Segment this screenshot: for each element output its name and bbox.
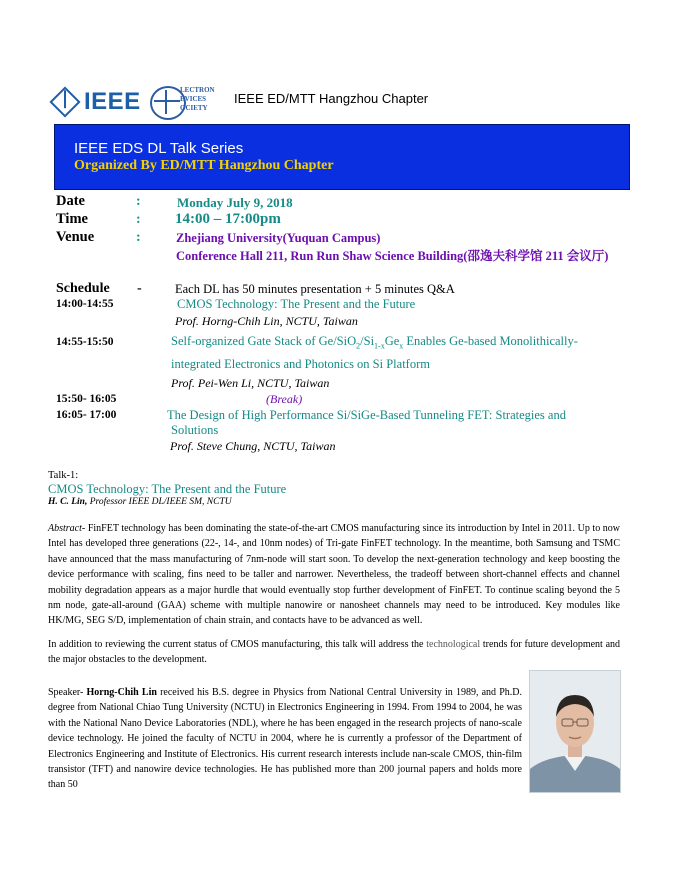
talk-speaker: Prof. Steve Chung, NCTU, Taiwan <box>170 439 336 453</box>
venue-line1: Zhejiang University(Yuquan Campus) <box>176 231 381 245</box>
talk-title: The Design of High Performance Si/SiGe-Based Tunneling FET: Strategies and <box>167 408 566 422</box>
ieee-logo-text: IEEE <box>84 88 141 115</box>
venue-line2: Conference Hall 211, Run Run Shaw Science Building(邵逸夫科学馆 211 会议厅) <box>176 249 609 263</box>
schedule-dash: - <box>137 281 142 296</box>
speaker-name: Horng-Chih Lin <box>86 687 157 698</box>
ieee-diamond-icon <box>49 86 80 117</box>
talk-speaker: Prof. Pei-Wen Li, NCTU, Taiwan <box>171 376 330 390</box>
slot-time: 14:00-14:55 <box>56 298 114 310</box>
event-time: 14:00 – 17:00pm <box>175 211 281 227</box>
schedule-heading: Schedule <box>56 281 110 296</box>
eds-logo-line: OCIETY <box>180 104 208 112</box>
date-label: Date <box>56 193 85 209</box>
abstract-label: Abstract- <box>48 523 86 534</box>
eds-logo-line: LECTRON <box>180 86 215 94</box>
banner-subtitle: Organized By ED/MTT Hangzhou Chapter <box>74 158 334 173</box>
slot-time: 14:55-15:50 <box>56 336 114 348</box>
colon: : <box>136 212 141 227</box>
slot-time: 16:05- 17:00 <box>56 409 117 421</box>
slot-time: 15:50- 16:05 <box>56 393 117 405</box>
speaker-bio: Speaker- Horng-Chih Lin received his B.S. degree in Physics from National Central University in 1989, and Ph.D. degree from National Chiao Tung University (NCTU) in Electronics Engineering in 1994. From 1994 to 2004, he was with the National Nano Device Laboratories (NDL), where he has been engaged in the research projects of nano-scale device technology. He joined the faculty of NCTU in 2004, where he is currently a professor of the Department of Electronics Engineering and Institute of Electronics. His current research interests include nan-scale CMOS, thin-film transistor (TFT) and nanowire device technologies. He has published more than 200 journal papers and holds more than 50 <box>48 687 522 791</box>
talk-heading: CMOS Technology: The Present and the Future <box>48 482 287 496</box>
talk-author: H. C. Lin, Professor IEEE DL/IEEE SM, NCTU <box>48 497 232 507</box>
speaker-photo <box>529 670 621 793</box>
event-date: Monday July 9, 2018 <box>177 195 293 210</box>
abstract-paragraph: Abstract- FinFET technology has been dominating the state-of-the-art CMOS manufacturing since its introduction by Intel in 2011. Up to now Intel has developed three generations (22-, 14-, and 10nm nodes) of Tri-gate FinFET technology. In the meantime, both Samsung and TSMC have announced that the mass manufacturing of 7nm-node will start soon. To develop the next-generation technology and keep boosting the device performance with scaling, fins need to be taller and narrower. Nevertheless, the tradeoff between short-channel effects and channel mobility degradation appears as a major hurdle that would eventually stop further development of FinFET. To continue scaling beyond the 5 nm node, gate-all-around (GAA) scheme with multiple nanowire or nanosheet channels may need to be introduced. Key modules like HK/MG, SEG S/D, implementation of chain strain, and contacts have to be advanced as well. <box>48 523 621 627</box>
time-label: Time <box>56 211 88 227</box>
venue-label: Venue <box>56 229 95 245</box>
abstract-paragraph-2: In addition to reviewing the current status of CMOS manufacturing, this talk will address the technological trends for future development and the major obstacles to the development. <box>48 639 621 666</box>
ieee-logo <box>54 88 141 116</box>
talk-title-line2: Solutions <box>171 423 219 437</box>
schedule-note: Each DL has 50 minutes presentation + 5 minutes Q&A <box>175 282 455 296</box>
colon: : <box>136 230 141 245</box>
talk-number: Talk-1: <box>48 470 79 481</box>
talk-speaker: Prof. Horng-Chih Lin, NCTU, Taiwan <box>175 314 358 328</box>
chapter-title: IEEE ED/MTT Hangzhou Chapter <box>234 91 429 106</box>
talk-title-line2: integrated Electronics and Photonics on Si Platform <box>171 357 430 371</box>
speaker-portrait <box>530 671 620 792</box>
title-banner <box>54 124 630 190</box>
talk-title: Self-organized Gate Stack of $Ge/SiO_2/Si_{1-x}Ge_x$ Enables Ge-based Monolithically- <box>171 334 578 351</box>
eds-logo-line: EVICES <box>180 95 207 103</box>
colon: : <box>136 194 141 209</box>
talk-title: CMOS Technology: The Present and the Future <box>177 297 416 311</box>
eds-logo <box>150 84 226 118</box>
break-label: (Break) <box>266 392 303 406</box>
banner-title: IEEE EDS DL Talk Series <box>74 140 244 157</box>
